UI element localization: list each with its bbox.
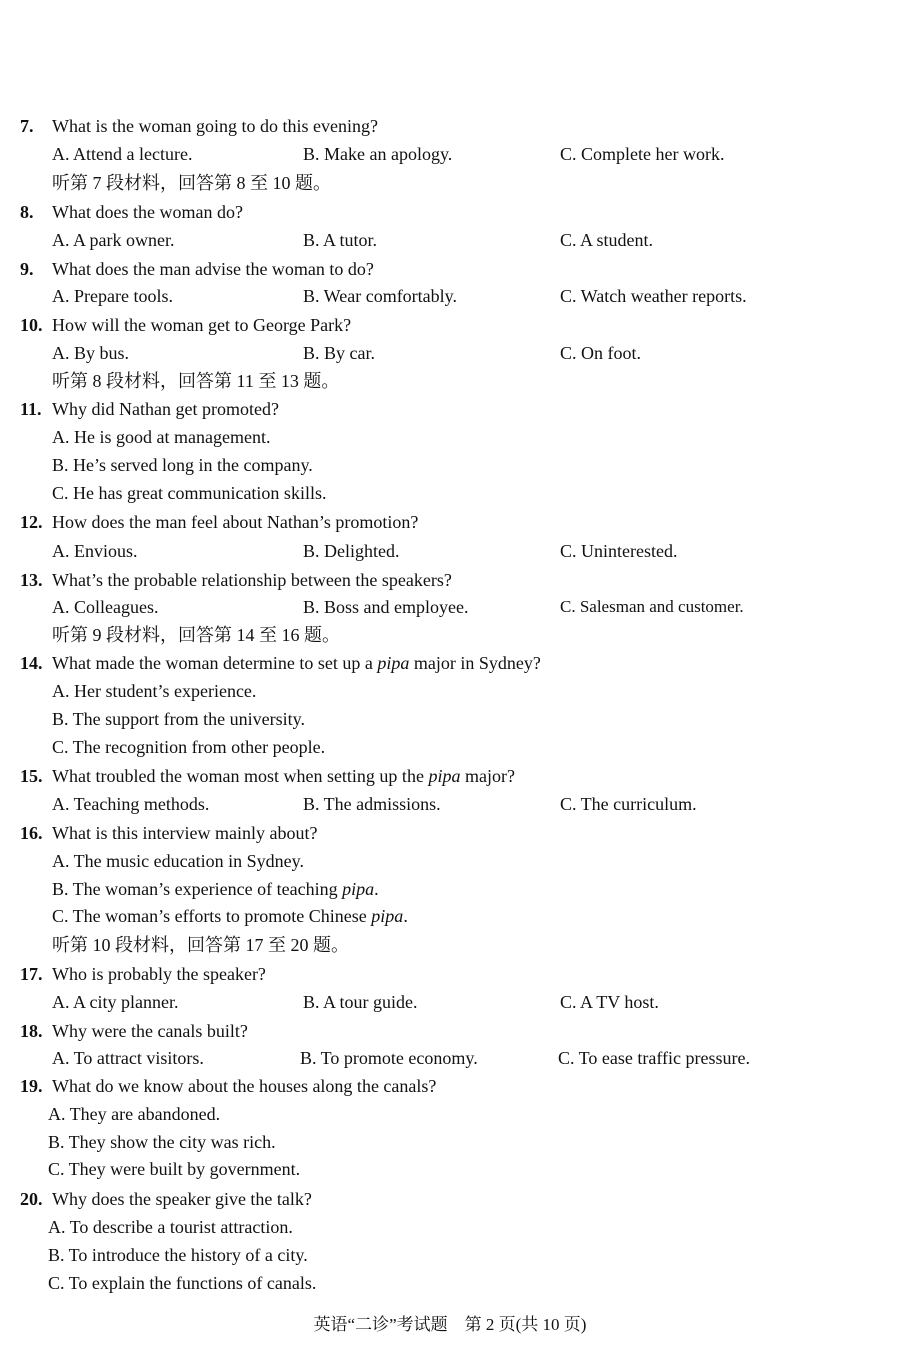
- option-a: A. Envious.: [52, 541, 138, 561]
- option-a: A. Her student’s experience.: [52, 681, 257, 701]
- question-number: 10.: [20, 315, 43, 335]
- question-number: 19.: [20, 1076, 43, 1096]
- question-text: What is this interview mainly about?: [52, 823, 318, 843]
- question-text: What made the woman determine to set up a pipa major in Sydney?: [52, 653, 541, 673]
- question-number: 12.: [20, 512, 43, 532]
- question-number: 7.: [20, 116, 34, 136]
- question-number: 18.: [20, 1021, 43, 1041]
- option-a: A. Colleagues.: [52, 597, 159, 617]
- option-c: C. The woman’s efforts to promote Chinese pipa.: [52, 906, 408, 926]
- option-b: B. He’s served long in the company.: [52, 455, 313, 475]
- option-c: C. The curriculum.: [560, 794, 697, 814]
- option-c: C. He has great communication skills.: [52, 483, 327, 503]
- option-a: A. By bus.: [52, 343, 130, 363]
- question-text: How does the man feel about Nathan’s promotion?: [52, 512, 419, 532]
- question-number: 8.: [20, 202, 34, 222]
- page-footer: 英语“二诊”考试题 第 2 页(共 10 页): [313, 1315, 587, 1334]
- section-heading: 听第 8 段材料，回答第 11 至 13 题。: [52, 371, 340, 391]
- question-number: 11.: [20, 399, 42, 419]
- question-number: 16.: [20, 823, 43, 843]
- option-b: B. To promote economy.: [300, 1048, 478, 1068]
- option-a: A. They are abandoned.: [48, 1104, 221, 1124]
- option-b: B. Wear comfortably.: [303, 286, 458, 306]
- question-number: 9.: [20, 259, 34, 279]
- question-number: 15.: [20, 766, 43, 786]
- option-c: C. They were built by government.: [48, 1159, 301, 1179]
- option-c: C. A TV host.: [560, 992, 659, 1012]
- question-text: What does the woman do?: [52, 202, 243, 222]
- option-c: C. Complete her work.: [560, 144, 725, 164]
- option-b: B. The admissions.: [303, 794, 441, 814]
- option-a: A. Prepare tools.: [52, 286, 173, 306]
- option-b: B. Boss and employee.: [303, 597, 469, 617]
- option-b: B. They show the city was rich.: [48, 1132, 276, 1152]
- option-b: B. To introduce the history of a city.: [48, 1245, 308, 1265]
- question-number: 13.: [20, 570, 43, 590]
- option-b: B. Delighted.: [303, 541, 400, 561]
- option-c: C. Watch weather reports.: [560, 286, 747, 306]
- question-text: Why does the speaker give the talk?: [52, 1189, 312, 1209]
- option-c: C. The recognition from other people.: [52, 737, 326, 757]
- question-number: 14.: [20, 653, 43, 673]
- option-c: C. Salesman and customer.: [560, 597, 744, 616]
- question-text: What is the woman going to do this evening?: [52, 116, 378, 136]
- question-text: How will the woman get to George Park?: [52, 315, 352, 335]
- question-text: Why were the canals built?: [52, 1021, 248, 1041]
- section-heading: 听第 9 段材料，回答第 14 至 16 题。: [52, 625, 340, 645]
- question-text: Who is probably the speaker?: [52, 964, 266, 984]
- question-text: Why did Nathan get promoted?: [52, 399, 279, 419]
- option-a: A. A city planner.: [52, 992, 179, 1012]
- option-b: B. The woman’s experience of teaching pipa.: [52, 879, 379, 899]
- question-number: 17.: [20, 964, 43, 984]
- question-text: What does the man advise the woman to do?: [52, 259, 374, 279]
- option-a: A. Attend a lecture.: [52, 144, 193, 164]
- question-number: 20.: [20, 1189, 43, 1209]
- section-heading: 听第 10 段材料，回答第 17 至 20 题。: [52, 935, 349, 955]
- option-a: A. To describe a tourist attraction.: [48, 1217, 293, 1237]
- question-text: What troubled the woman most when setting up the pipa major?: [52, 766, 515, 786]
- section-heading: 听第 7 段材料，回答第 8 至 10 题。: [52, 173, 331, 193]
- option-b: B. The support from the university.: [52, 709, 305, 729]
- option-c: C. A student.: [560, 230, 654, 250]
- question-text: What do we know about the houses along the canals?: [52, 1076, 437, 1096]
- option-b: B. Make an apology.: [303, 144, 453, 164]
- option-a: A. The music education in Sydney.: [52, 851, 304, 871]
- option-c: C. On foot.: [560, 343, 641, 363]
- option-a: A. To attract visitors.: [52, 1048, 204, 1068]
- option-b: B. A tutor.: [303, 230, 378, 250]
- option-b: B. By car.: [303, 343, 375, 363]
- option-a: A. He is good at management.: [52, 427, 271, 447]
- question-text: What’s the probable relationship between the speakers?: [52, 570, 452, 590]
- option-c: C. Uninterested.: [560, 541, 678, 561]
- option-c: C. To ease traffic pressure.: [558, 1048, 751, 1068]
- option-a: A. A park owner.: [52, 230, 175, 250]
- option-a: A. Teaching methods.: [52, 794, 210, 814]
- option-b: B. A tour guide.: [303, 992, 418, 1012]
- option-c: C. To explain the functions of canals.: [48, 1273, 317, 1293]
